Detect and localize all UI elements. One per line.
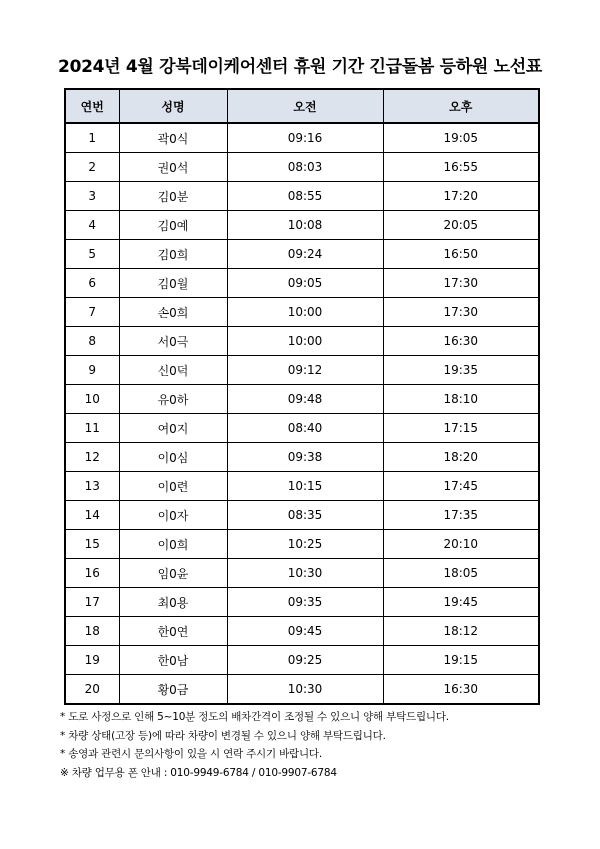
cell-number: 3 [65,182,119,211]
cell-name: 임0윤 [119,559,227,588]
cell-morning: 08:55 [227,182,383,211]
cell-name: 곽0식 [119,123,227,153]
cell-name: 신0덕 [119,356,227,385]
cell-number: 9 [65,356,119,385]
table-row [65,414,539,443]
cell-name: 유0하 [119,385,227,414]
cell-name: 이0심 [119,443,227,472]
cell-number: 7 [65,298,119,327]
table-row [65,211,539,240]
table-row [65,646,539,675]
cell-morning: 09:05 [227,269,383,298]
cell-name: 한0연 [119,617,227,646]
cell-afternoon: 16:50 [383,240,539,269]
cell-morning: 08:35 [227,501,383,530]
table-row [65,443,539,472]
cell-name: 권0석 [119,153,227,182]
cell-morning: 09:35 [227,588,383,617]
cell-morning: 09:38 [227,443,383,472]
table-header-row [65,89,539,123]
cell-afternoon: 16:55 [383,153,539,182]
header-morning: 오전 [227,89,383,123]
cell-afternoon: 17:30 [383,269,539,298]
cell-afternoon: 20:05 [383,211,539,240]
table-row [65,269,539,298]
cell-name: 김0예 [119,211,227,240]
table-body [65,123,539,704]
cell-afternoon: 16:30 [383,327,539,356]
cell-afternoon: 19:35 [383,356,539,385]
cell-name: 서0극 [119,327,227,356]
table-row [65,153,539,182]
cell-morning: 09:25 [227,646,383,675]
cell-morning: 10:00 [227,298,383,327]
header-name: 성명 [119,89,227,123]
cell-name: 여0지 [119,414,227,443]
cell-afternoon: 17:45 [383,472,539,501]
cell-number: 14 [65,501,119,530]
table-row [65,298,539,327]
note-vehicle-change: * 차량 상태(고장 등)에 따라 차량이 변경될 수 있으니 양해 부탁드립니다. [60,729,386,742]
cell-afternoon: 16:30 [383,675,539,705]
notes [60,708,560,782]
table-row [65,356,539,385]
cell-name: 이0자 [119,501,227,530]
cell-morning: 10:25 [227,530,383,559]
cell-name: 손0희 [119,298,227,327]
cell-morning: 09:12 [227,356,383,385]
note-inquiry: * 송영과 관련시 문의사항이 있을 시 연락 주시기 바랍니다. [60,748,322,760]
cell-number: 18 [65,617,119,646]
cell-name: 최0용 [119,588,227,617]
cell-morning: 08:03 [227,153,383,182]
cell-name: 김0분 [119,182,227,211]
cell-afternoon: 18:12 [383,617,539,646]
cell-morning: 08:40 [227,414,383,443]
cell-afternoon: 20:10 [383,530,539,559]
cell-morning: 10:30 [227,675,383,705]
header-afternoon: 오후 [383,89,539,123]
cell-afternoon: 17:30 [383,298,539,327]
cell-afternoon: 19:45 [383,588,539,617]
cell-morning: 10:15 [227,472,383,501]
table-row [65,588,539,617]
table-row [65,617,539,646]
cell-afternoon: 17:15 [383,414,539,443]
header-number: 연번 [65,89,119,123]
route-table [64,88,540,705]
cell-number: 12 [65,443,119,472]
cell-number: 5 [65,240,119,269]
cell-name: 이0련 [119,472,227,501]
table-row [65,559,539,588]
cell-afternoon: 19:15 [383,646,539,675]
cell-number: 13 [65,472,119,501]
cell-number: 8 [65,327,119,356]
table-row [65,501,539,530]
cell-morning: 10:00 [227,327,383,356]
cell-afternoon: 18:10 [383,385,539,414]
cell-number: 20 [65,675,119,705]
table-row [65,530,539,559]
cell-number: 15 [65,530,119,559]
table-row [65,385,539,414]
cell-morning: 10:08 [227,211,383,240]
table-row [65,182,539,211]
cell-number: 6 [65,269,119,298]
cell-afternoon: 19:05 [383,123,539,153]
cell-afternoon: 18:05 [383,559,539,588]
cell-number: 17 [65,588,119,617]
cell-number: 4 [65,211,119,240]
table-row [65,123,539,153]
cell-afternoon: 17:35 [383,501,539,530]
cell-morning: 09:48 [227,385,383,414]
table-row [65,240,539,269]
cell-number: 2 [65,153,119,182]
table-row [65,472,539,501]
cell-number: 1 [65,123,119,153]
cell-number: 19 [65,646,119,675]
note-delay: * 도로 사정으로 인해 5~10분 정도의 배차간격이 조정될 수 있으니 양해 부탁드립니다. [60,711,449,723]
cell-afternoon: 18:20 [383,443,539,472]
cell-number: 10 [65,385,119,414]
cell-name: 김0월 [119,269,227,298]
cell-number: 16 [65,559,119,588]
cell-morning: 09:45 [227,617,383,646]
cell-name: 한0남 [119,646,227,675]
cell-name: 김0희 [119,240,227,269]
table-row [65,675,539,705]
cell-name: 이0희 [119,530,227,559]
cell-afternoon: 17:20 [383,182,539,211]
cell-morning: 09:16 [227,123,383,153]
cell-morning: 09:24 [227,240,383,269]
table-row [65,327,539,356]
cell-number: 11 [65,414,119,443]
note-phone: ※ 차량 업무용 폰 안내 : 010-9949-6784 / 010-9907-6784 [60,766,337,779]
page-title: 2024년 4월 강북데이케어센터 휴원 기간 긴급돌봄 등하원 노선표 [58,57,542,77]
cell-morning: 10:30 [227,559,383,588]
cell-name: 황0금 [119,675,227,705]
